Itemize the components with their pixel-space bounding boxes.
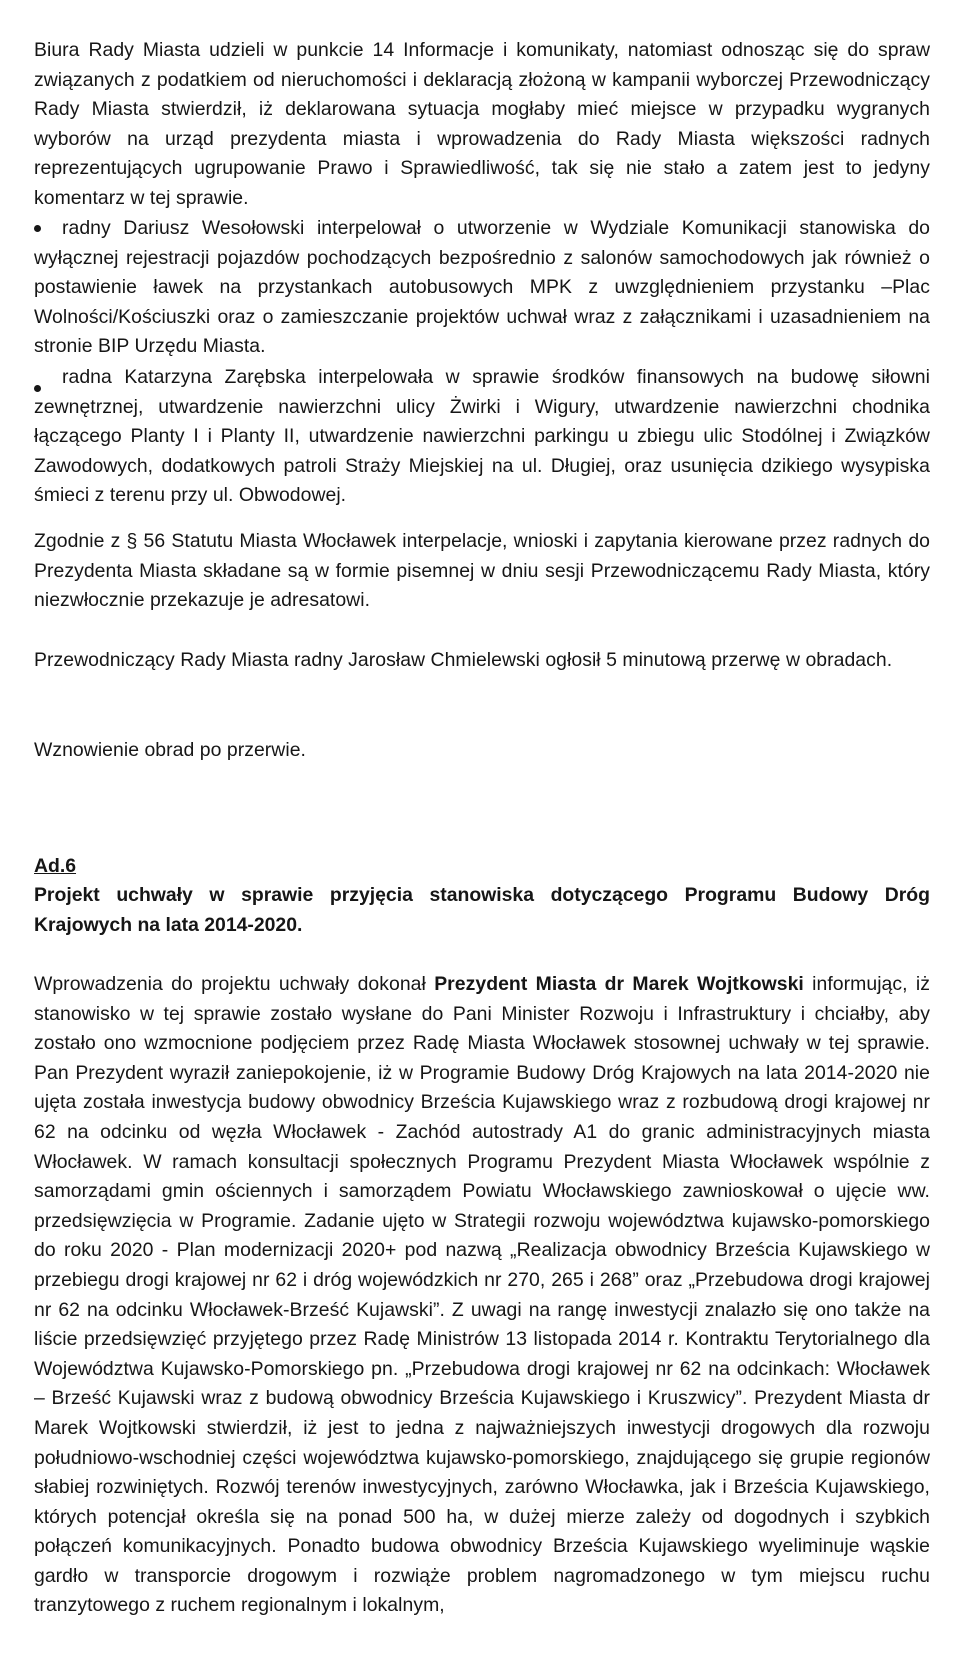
intro-paragraph: Wprowadzenia do projektu uchwały dokonał Prezydent Miasta dr Marek Wojtkowski informując, iż stanowisko w tej sprawie zostało wysłane do Pani Minister Rozwoju i Infrastruktury i chciałby, aby zostało ono wzmocnione podjęciem przez Radę Miasta Włocławek stosownej uchwały w tej sprawie. Pan Prezydent wyraził zaniepokojenie, iż w Programie Budowy Dróg Krajowych na lata 2014-2020 nie ujęta została inwestycja budowy obwodnicy Brześcia Kujawskiego wraz z rozbudową drogi krajowej nr 62 na odcinku od węzła Włocławek - Zachód autostrady A1 do granic administracyjnych miasta Włocławek. W ramach konsultacji społecznych Programu Prezydent Miasta Włocławek wspólnie z samorządami gmin ościennych i samorządem Powiatu Włocławskiego zawnioskował o ujęcie ww. przedsięwzięcia w Programie. Zadanie ujęto w Strategii rozwoju województwa kujawsko-pomorskiego do roku 2020 - Plan modernizacji 2020+ pod nazwą „Realizacja obwodnicy Brześcia Kujawskiego w przebiegu drogi krajowej nr 62 i dróg wojewódzkich nr 270, 265 i 268” oraz „Przebudowa drogi krajowej nr 62 na odcinku Włocławek-Brześć Kujawski”. Z uwagi na rangę inwestycji znalazło się ono także na liście przedsięwzięć przyjętego przez Radę Ministrów 13 listopada 2014 r. Kontraktu Terytorialnego dla Województwa Kujawsko-Pomorskiego pn. „Przebudowa drogi krajowej nr 62 na odcinkach: Włocławek – Brześć Kujawski wraz z budową obwodnicy Brześcia Kujawskiego i Kruszwicy”. Prezydent Miasta dr Marek Wojtkowski stwierdził, iż jest to jedna z najważniejszych inwestycji drogowych dla rozwoju południowo-wschodniej części województwa kujawsko-pomorskiego, znajdującego się grupie regionów słabiej rozwiniętych. Rozwój terenów inwestycyjnych, zarówno Włocławka, jak i Brześcia Kujawskiego, których potencjał określa się na ponad 500 ha, w dużej mierze zależy od dogodnych i szybkich połączeń komunikacyjnych. Ponadto budowa obwodnicy Brześcia Kujawskiego wyeliminuje wąskie gardło w transporcie drogowym i rozwiąże problem nagromadzonego w tym miejscu ruchu tranzytowego z ruchem regionalnym i lokalnym, bbox=[34, 973, 930, 1617]
section-label: Ad.6 bbox=[34, 855, 77, 877]
section-title: Projekt uchwały w sprawie przyjęcia stanowiska dotyczącego Programu Budowy Dróg Krajowych na lata 2014-2020. bbox=[34, 884, 930, 936]
statute-paragraph: Zgodnie z § 56 Statutu Miasta Włocławek interpelacje, wnioski i zapytania kierowane przez radnych do Prezydenta Miasta składane są w formie pisemnej w dniu sesji Przewodniczącemu Rady Miasta, który niezwłocznie przekazuje je adresatowi. bbox=[34, 530, 930, 612]
bullet-2-text: radna Katarzyna Zarębska interpelowała w sprawie środków finansowych na budowę siłowni zewnętrznej, utwardzenie nawierzchni ulicy Żwirki i Wigury, utwardzenie nawierzchni chodnika łączącego Planty I i Planty II, utwardzenie nawierzchni parkingu u zbiegu ulic Stodólnej i Związków Zawodowych, dodatkowych patroli Straży Miejskiej na ul. Długiej, oraz usunięcia dzikiego wysypiska śmieci z terenu przy ul. Obwodowej. bbox=[34, 366, 930, 507]
bullet-1-text: radny Dariusz Wesołowski interpelował o utworzenie w Wydziale Komunikacji stanowiska do wyłącznej rejestracji pojazdów pochodzących bezpośrednio z salonów samochodowych jak również o postawienie ławek na przystankach autobusowych MPK z uwzględnieniem przystanku –Plac Wolności/Kościuszki oraz o zamieszczanie projektów uchwał wraz z załącznikami i uzasadnieniem na stronie BIP Urzędu Miasta. bbox=[34, 217, 930, 358]
break-paragraph: Przewodniczący Rady Miasta radny Jarosław Chmielewski ogłosił 5 minutową przerwę w obradach. bbox=[34, 649, 893, 671]
speaker-name: Prezydent Miasta dr Marek Wojtkowski bbox=[434, 973, 804, 995]
continuation-paragraph: Biura Rady Miasta udzieli w punkcie 14 Informacje i komunikaty, natomiast odnosząc się do spraw związanych z podatkiem od nieruchomości i deklaracją złożoną w kampanii wyborczej Przewodniczący Rady Miasta stwierdził, iż deklarowana sytuacja mogłaby mieć miejsce w przypadku wygranych wyborów na urząd prezydenta miasta i wprowadzenia do Rady Miasta większości radnych reprezentujących ugrupowanie Prawo i Sprawiedliwość, tak się nie stało a zatem jest to jedyny komentarz w tej sprawie. bbox=[34, 39, 930, 209]
resume-paragraph: Wznowienie obrad po przerwie. bbox=[34, 739, 306, 761]
